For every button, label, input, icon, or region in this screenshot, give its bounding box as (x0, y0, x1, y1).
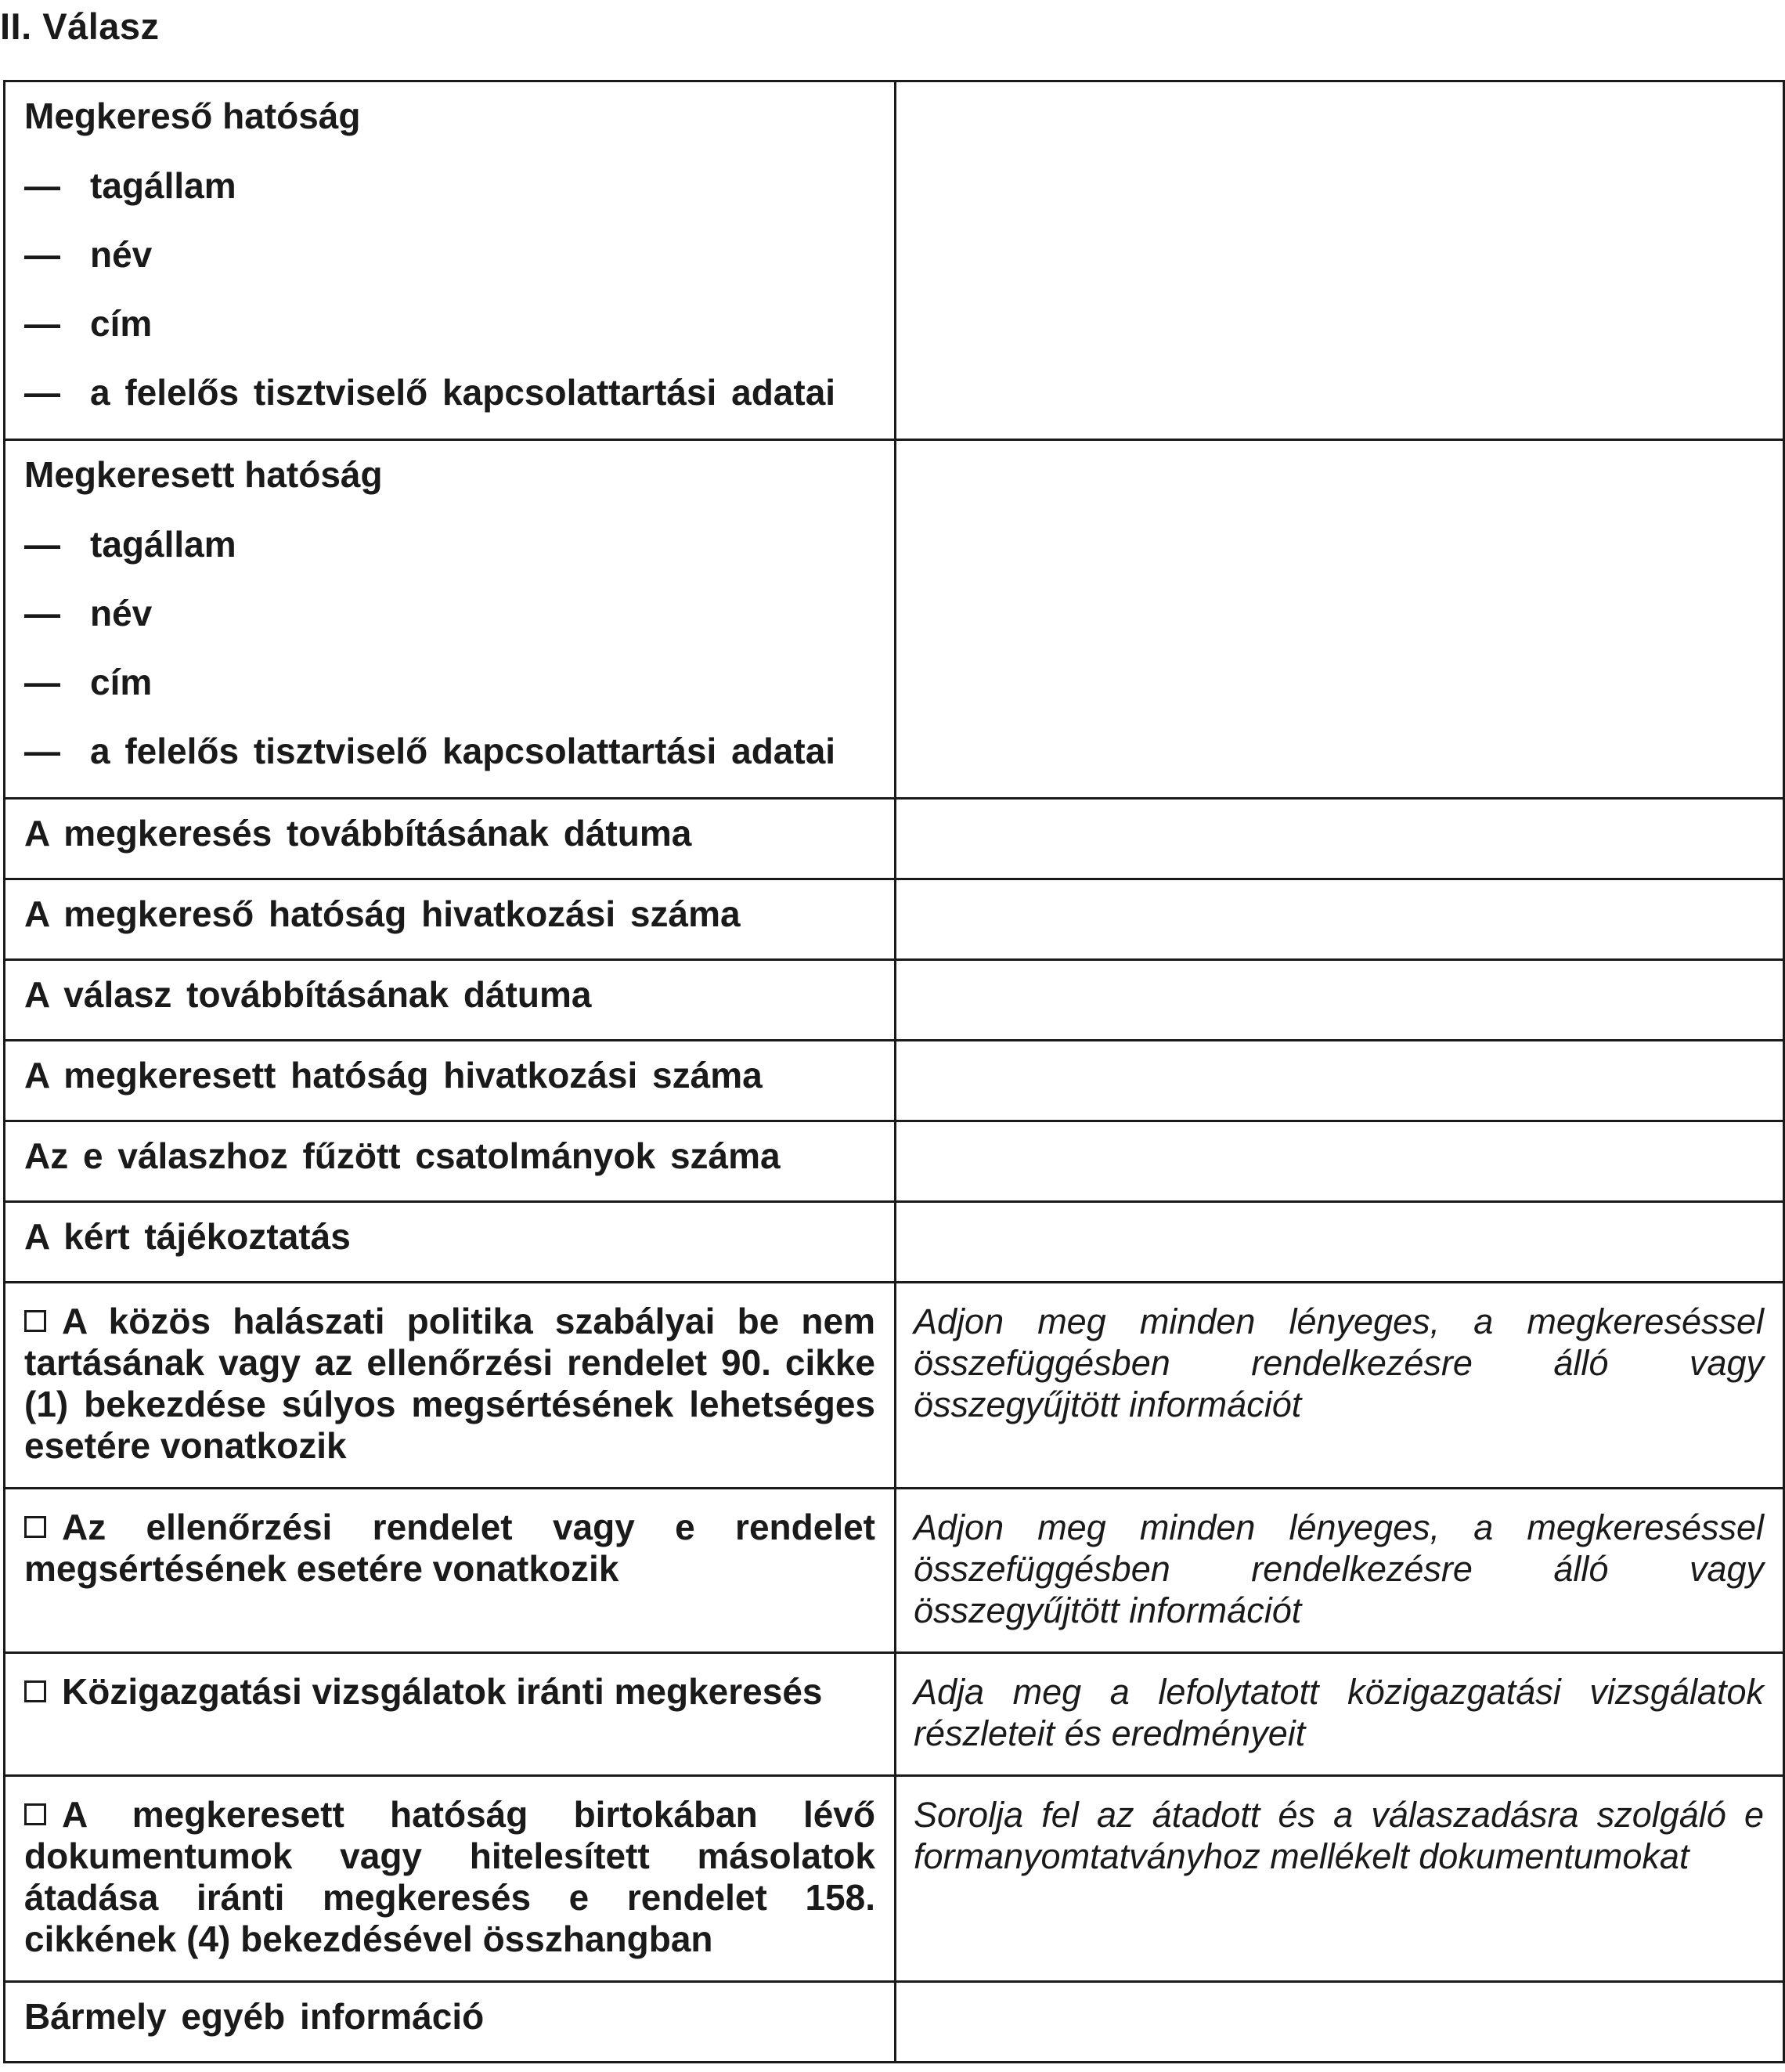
requested-reference-label: A megkeresett hatóság hivatkozási száma (24, 1055, 763, 1096)
requested-name-item: — név (5, 579, 894, 648)
dash: — (24, 234, 60, 275)
requesting-reference-field[interactable] (896, 879, 1784, 960)
checkbox-label: A megkeresett hatóság birtokában lévő dokumentumok vagy hitelesített másolatok átadása iránti megkeresés e rendelet 158. cikkének (4) bekezdésével összhangban (24, 1794, 875, 1959)
requested-authority-label-cell (5, 440, 896, 799)
attachments-count-field[interactable] (896, 1121, 1784, 1202)
checkbox[interactable] (24, 1516, 46, 1538)
dash: — (24, 372, 60, 413)
requested-authority-value-field[interactable] (896, 440, 1784, 799)
documents-transfer-hint-cell[interactable] (896, 1776, 1784, 1982)
infringement-hint-cell[interactable] (896, 1489, 1784, 1653)
request-transmission-date-label: A megkeresés továbbításának dátuma (24, 813, 692, 854)
checkbox-row-infringement (5, 1489, 1784, 1653)
dash: — (24, 662, 60, 702)
request-transmission-date-field[interactable] (896, 799, 1784, 879)
requested-information-row (5, 1202, 1784, 1283)
dash: — (24, 593, 60, 634)
response-transmission-date-field[interactable] (896, 960, 1784, 1041)
checkbox-row-documents-transfer (5, 1776, 1784, 1982)
checkbox-label: Közigazgatási vizsgálatok iránti megkeresés (62, 1671, 823, 1712)
requested-information-label: A kért tájékoztatás (24, 1216, 351, 1257)
checkbox[interactable] (24, 1803, 46, 1825)
request-transmission-date-row (5, 799, 1784, 879)
requested-authority-title: Megkeresett hatóság (24, 454, 383, 495)
requested-reference-row (5, 1041, 1784, 1121)
instruction-text: Adjon meg minden lényeges, a megkereséssel összefüggésben rendelkezésre álló vagy összegyűjtött információt (914, 1301, 1764, 1424)
attachments-count-row (5, 1121, 1784, 1202)
requested-reference-field[interactable] (896, 1041, 1784, 1121)
dash: — (24, 303, 60, 344)
other-information-field[interactable] (896, 1982, 1784, 2063)
checkbox-row-administrative-enquiry (5, 1653, 1784, 1776)
requesting-authority-row (5, 81, 1784, 440)
requesting-member-state-item: — tagállam (5, 151, 894, 220)
requested-member-state-item: — tagállam (5, 510, 894, 579)
requested-contact-item: — a felelős tisztviselő kapcsolattartási adatai (5, 717, 894, 785)
requested-information-field[interactable] (896, 1202, 1784, 1283)
instruction-text: Sorolja fel az átadott és a válaszadásra szolgáló e formanyomtatványhoz mellékelt dokumentumokat (914, 1795, 1764, 1876)
checkbox-row-serious-infringement (5, 1283, 1784, 1489)
requested-address-item: — cím (5, 648, 894, 717)
section-heading: II. Válasz (0, 5, 160, 47)
checkbox[interactable] (24, 1680, 46, 1702)
other-information-label: Bármely egyéb információ (24, 1996, 485, 2037)
response-transmission-date-row (5, 960, 1784, 1041)
administrative-enquiry-hint-cell[interactable] (896, 1653, 1784, 1776)
requesting-address-item: — cím (5, 289, 894, 358)
requesting-authority-label-cell (5, 81, 896, 440)
dash: — (24, 731, 60, 771)
instruction-text: Adjon meg minden lényeges, a megkereséssel összefüggésben rendelkezésre álló vagy összegyűjtött információt (914, 1507, 1764, 1630)
requested-authority-row (5, 440, 1784, 799)
requesting-authority-title: Megkereső hatóság (24, 96, 361, 136)
checkbox-label: A közös halászati politika szabályai be nem tartásának vagy az ellenőrzési rendelet 90. cikke (1) bekezdése súlyos megsértésének lehetséges esetére vonatkozik (24, 1301, 875, 1466)
dash: — (24, 524, 60, 565)
requesting-authority-value-field[interactable] (896, 81, 1784, 440)
requesting-reference-row (5, 879, 1784, 960)
attachments-count-label: Az e válaszhoz fűzött csatolmányok száma (24, 1135, 781, 1176)
other-information-row (5, 1982, 1784, 2063)
instruction-text: Adja meg a lefolytatott közigazgatási vizsgálatok részleteit és eredményeit (914, 1672, 1764, 1753)
serious-infringement-hint-cell[interactable] (896, 1283, 1784, 1489)
response-form-table (3, 80, 1785, 2063)
requesting-reference-label: A megkereső hatóság hivatkozási száma (24, 893, 741, 934)
checkbox[interactable] (24, 1310, 46, 1332)
dash: — (24, 165, 60, 206)
checkbox-label: Az ellenőrzési rendelet vagy e rendelet megsértésének esetére vonatkozik (24, 1507, 875, 1589)
requesting-name-item: — név (5, 220, 894, 289)
response-transmission-date-label: A válasz továbbításának dátuma (24, 974, 592, 1015)
requesting-contact-item: — a felelős tisztviselő kapcsolattartási adatai (5, 358, 894, 427)
